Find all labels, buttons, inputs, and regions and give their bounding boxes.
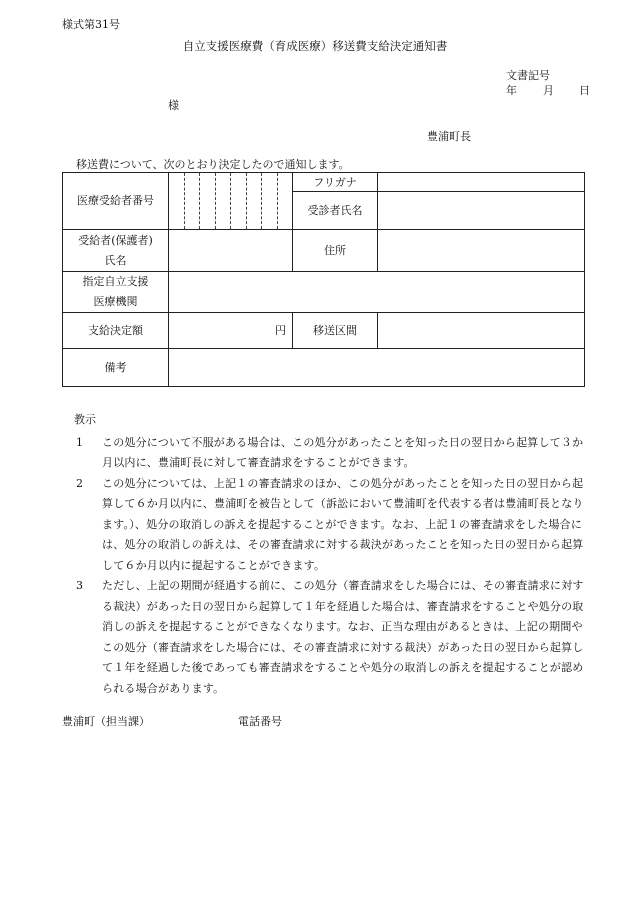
route-field[interactable] [378,313,585,349]
institution-label [63,272,169,313]
beneficiary-number-boxes[interactable] [169,173,293,230]
digit-box[interactable] [231,173,247,229]
institution-label-line1: 指定自立支援 [82,275,149,288]
furigana-field[interactable] [378,173,585,192]
form-number: 様式第31号 [62,18,120,31]
guardian-name-field[interactable] [169,230,293,272]
digit-box[interactable] [247,173,263,229]
beneficiary-number-label: 医療受給者番号 [63,173,169,230]
notice-item-text: ただし、上記の期間が経過する前に、この処分（審査請求をした場合には、その審査請求に対する裁決）があった日の翌日から起算して１年を経過した場合は、審査請求をすることや処分の取消しの訴えを提起することができなくなります。なお、正当な理由があるときは、上記の期間やこの処分（審査請求をした場合には、その審査請求に対する裁決）があった日の翌日から起算して１年を経過した後であっても審査請求をすることや処分の取消しの訴えを提起することが認められる場合があります。 [102,579,584,695]
phone-label: 電話番号 [238,715,282,728]
notice-item-number: 1 [76,435,83,449]
furigana-label: フリガナ [293,173,378,192]
notice-section [62,410,592,699]
digit-box[interactable] [185,173,201,229]
address-field[interactable] [378,230,585,272]
guardian-label-line2: 氏名 [104,253,127,267]
digit-box[interactable] [216,173,232,229]
date-day: 日 [579,84,590,97]
remarks-label: 備考 [63,349,169,387]
digit-box[interactable] [278,173,293,229]
patient-name-label: 受診者氏名 [293,192,378,230]
notice-item [62,474,592,577]
digit-box[interactable] [169,173,185,229]
amount-label: 支給決定額 [63,313,169,349]
remarks-field[interactable] [169,349,585,387]
issuer: 豊浦町長 [427,130,471,143]
doc-number-label: 文書記号 [506,69,550,82]
department-label: 豊浦町（担当課） [62,715,150,728]
patient-name-field[interactable] [378,192,585,230]
decision-table [62,172,585,387]
institution-field[interactable] [169,272,585,313]
recipient-suffix: 様 [168,99,179,112]
address-label: 住所 [293,230,378,272]
digit-box[interactable] [200,173,216,229]
guardian-name-label [63,230,169,272]
notice-item [62,576,592,699]
date-month: 月 [543,84,554,97]
notice-item-text: この処分について不服がある場合は、この処分があったことを知った日の翌日から起算して３か月以内に、豊浦町長に対して審査請求をすることができます。 [102,435,584,469]
notice-item-number: 3 [76,579,83,592]
digit-box[interactable] [262,173,278,229]
notice-item-number: 2 [76,476,83,490]
intro-text: 移送費について、次のとおり決定したので通知します。 [76,158,350,171]
yen-unit: 円 [275,323,286,337]
notice-item-text: この処分については、上記１の審査請求のほか、この処分があったことを知った日の翌日から起算して６か月以内に、豊浦町を被告として（訴訟において豊浦町を代表する者は豊浦町長となります。）、処分の取消しの訴えを提起することができます。なお、上記１の審査請求をした場合には、処分の取消しの訴えは、その審査請求に対する裁決があったことを知った日の翌日から起算して６か月以内に提起することができます。 [102,476,584,572]
notice-heading: 教示 [74,413,96,426]
notice-item [62,433,592,474]
amount-field[interactable] [169,313,293,349]
institution-label-line2: 医療機関 [93,295,138,308]
route-label: 移送区間 [293,313,378,349]
document-title: 自立支援医療費（育成医療）移送費支給決定通知書 [182,39,448,53]
guardian-label-line1: 受給者(保護者) [78,233,153,247]
date-year: 年 [506,84,517,97]
